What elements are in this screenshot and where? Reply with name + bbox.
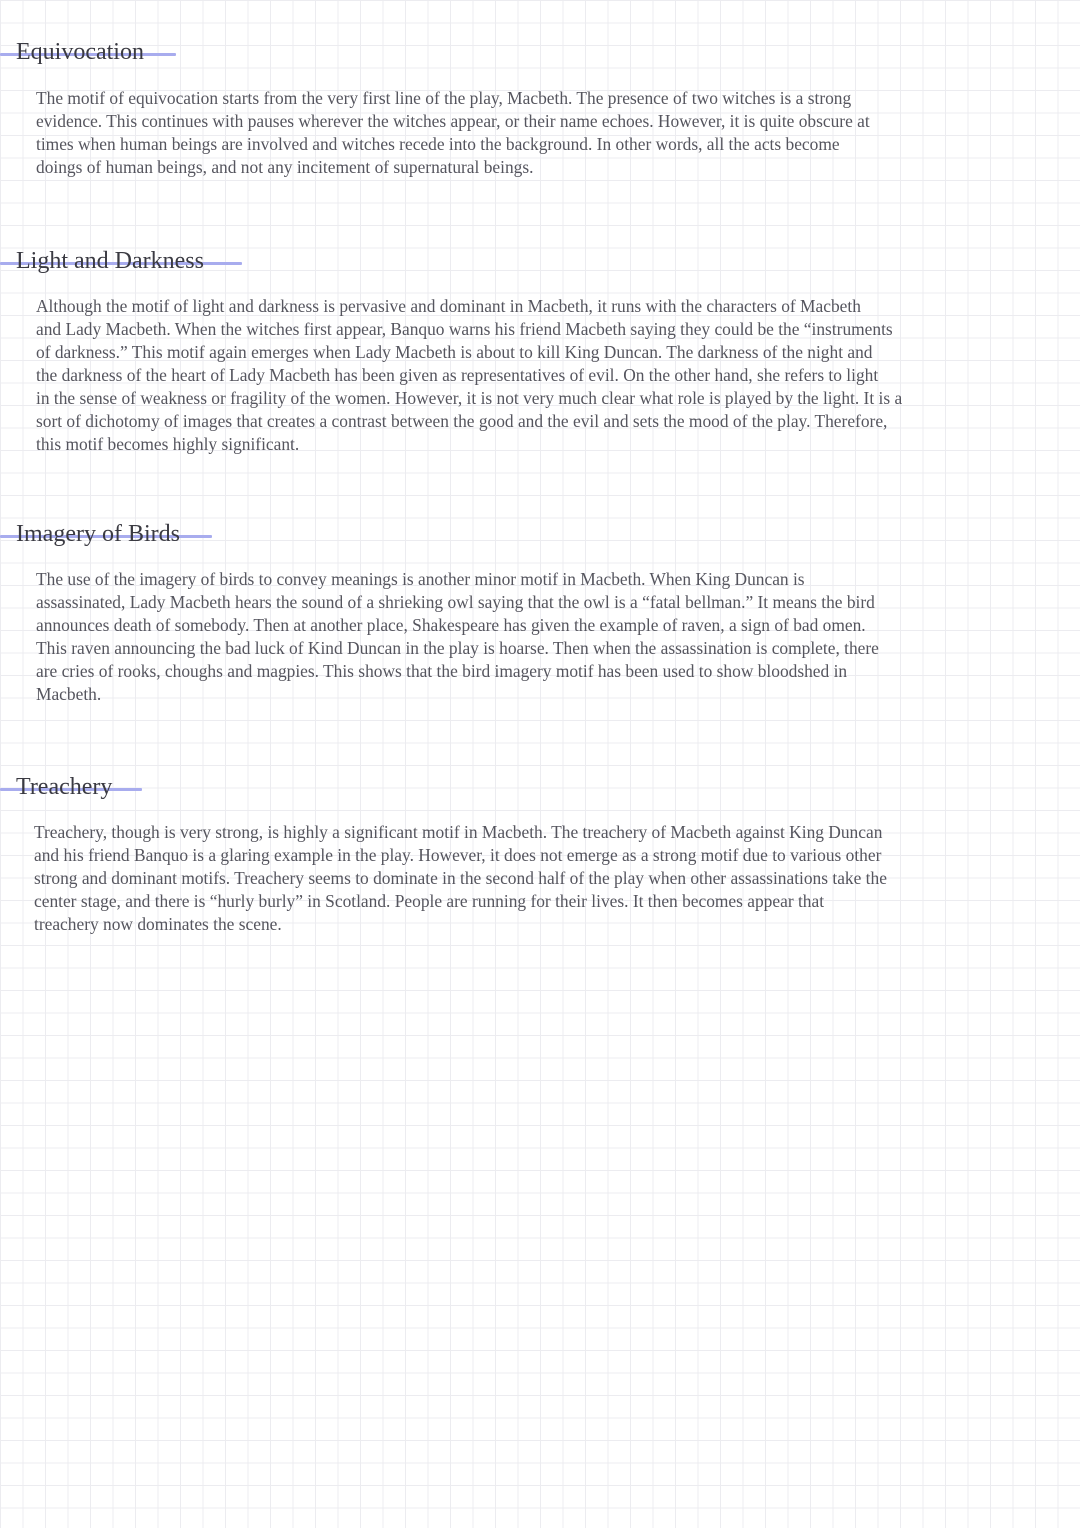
paragraph-line: sort of dichotomy of images that creates a contrast between the good and the evil and sets the mood of the play. Therefore, bbox=[36, 411, 888, 431]
paragraph-line: in the sense of weakness or fragility of the women. However, it is not very much clear what role is played by the light. It is a bbox=[36, 388, 903, 408]
paragraph-line: this motif becomes highly significant. bbox=[36, 434, 300, 454]
paragraph-line: are cries of rooks, choughs and magpies. This shows that the bird imagery motif has been used to show bloodshed in bbox=[36, 661, 848, 681]
paragraph-line: of darkness.” This motif again emerges when Lady Macbeth is about to kill King Duncan. The darkness of the night and bbox=[36, 342, 873, 362]
paragraph-line: The motif of equivocation starts from the very first line of the play, Macbeth. The presence of two witches is a strong bbox=[36, 88, 852, 108]
paragraph-line: This raven announcing the bad luck of Kind Duncan in the play is hoarse. Then when the assassination is complete, there bbox=[36, 638, 879, 658]
paragraph-line: treachery now dominates the scene. bbox=[34, 914, 282, 934]
paragraph-line: announces death of somebody. Then at another place, Shakespeare has given the example of raven, a sign of bad omen. bbox=[36, 615, 866, 635]
paragraph-line: times when human beings are involved and witches recede into the background. In other words, all the acts become bbox=[36, 134, 840, 154]
paragraph-line: Although the motif of light and darkness is pervasive and dominant in Macbeth, it runs with the characters of Macbeth bbox=[36, 296, 861, 316]
paragraph-line: Treachery, though is very strong, is highly a significant motif in Macbeth. The treachery of Macbeth against King Duncan bbox=[34, 822, 883, 842]
section-paragraph bbox=[34, 821, 1080, 936]
section-paragraph bbox=[36, 87, 1080, 179]
paragraph-line: assassinated, Lady Macbeth hears the sound of a shrieking owl saying that the owl is a “fatal bellman.” It means the bird bbox=[36, 592, 875, 612]
section-paragraph bbox=[36, 568, 1080, 706]
section-heading-wrap bbox=[0, 38, 1080, 68]
paragraph-line: the darkness of the heart of Lady Macbeth has been given as representatives of evil. On the other hand, she refers to light bbox=[36, 365, 879, 385]
section-treachery bbox=[0, 773, 1080, 936]
section-imagery-of-birds bbox=[0, 520, 1080, 706]
paragraph-line: doings of human beings, and not any incitement of supernatural beings. bbox=[36, 157, 534, 177]
paragraph-line: and Lady Macbeth. When the witches first appear, Banquo warns his friend Macbeth saying they could be the “instruments bbox=[36, 319, 893, 339]
section-equivocation bbox=[0, 38, 1080, 179]
section-heading: Imagery of Birds bbox=[16, 521, 180, 547]
paragraph-line: strong and dominant motifs. Treachery seems to dominate in the second half of the play when other assassinations take the bbox=[34, 868, 887, 888]
section-light-and-darkness bbox=[0, 247, 1080, 456]
section-heading-wrap bbox=[0, 247, 1080, 277]
section-heading: Light and Darkness bbox=[16, 248, 204, 274]
section-paragraph bbox=[36, 295, 1080, 456]
paragraph-line: The use of the imagery of birds to convey meanings is another minor motif in Macbeth. When King Duncan is bbox=[36, 569, 805, 589]
paragraph-line: evidence. This continues with pauses wherever the witches appear, or their name echoes. However, it is quite obscure at bbox=[36, 111, 870, 131]
section-heading: Treachery bbox=[16, 774, 113, 800]
paragraph-line: and his friend Banquo is a glaring example in the play. However, it does not emerge as a strong motif due to various other bbox=[34, 845, 882, 865]
section-heading-wrap bbox=[0, 773, 1080, 803]
section-heading: Equivocation bbox=[16, 39, 144, 65]
section-heading-wrap bbox=[0, 520, 1080, 550]
paragraph-line: center stage, and there is “hurly burly” in Scotland. People are running for their lives. It then becomes appear that bbox=[34, 891, 825, 911]
paragraph-line: Macbeth. bbox=[36, 684, 102, 704]
